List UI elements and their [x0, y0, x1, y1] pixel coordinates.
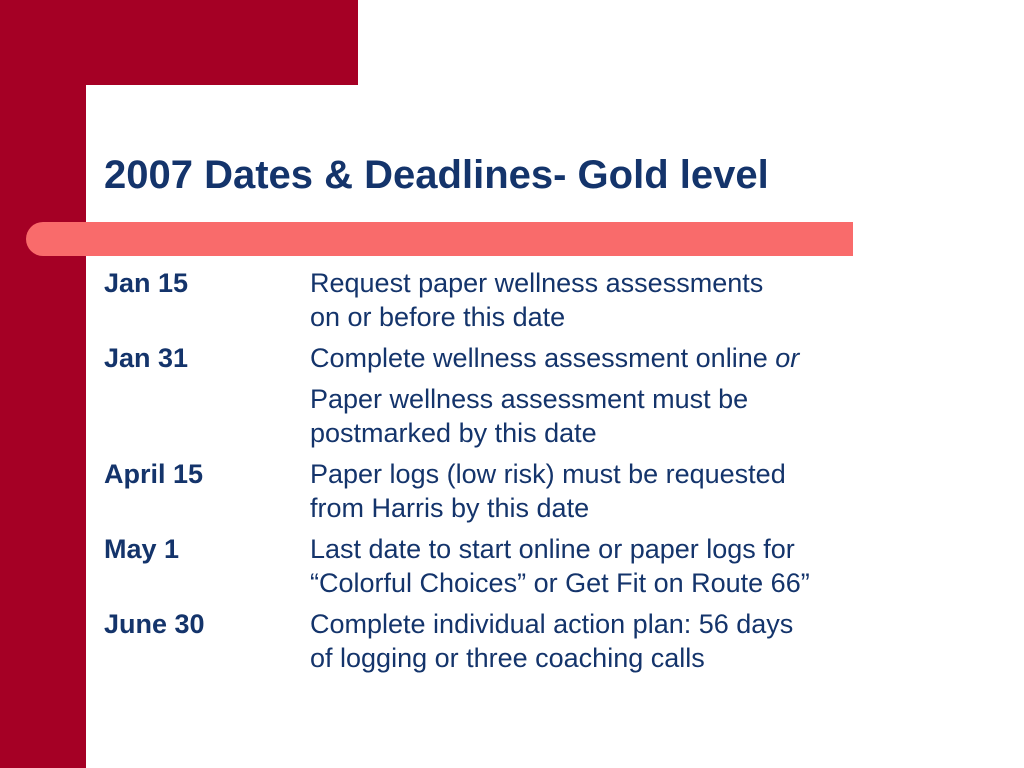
- description-line: Paper wellness assessment must be: [310, 384, 749, 414]
- deadline-description: [310, 266, 984, 334]
- description-line: from Harris by this date: [310, 493, 590, 523]
- deadline-row-june-30: [104, 607, 984, 675]
- slide-title: 2007 Dates & Deadlines- Gold level: [104, 153, 769, 197]
- deadline-row-may-1: [104, 532, 984, 600]
- decorative-corner-curve: [86, 85, 156, 155]
- description-line: postmarked by this date: [310, 418, 597, 448]
- deadline-row-jan-15: [104, 266, 984, 334]
- deadline-row-april-15: [104, 457, 984, 525]
- description-line: Last date to start online or paper logs for: [310, 534, 795, 564]
- deadline-description: [310, 607, 984, 675]
- description-line: Request paper wellness assessments: [310, 268, 764, 298]
- description-text: Complete wellness assessment online: [310, 343, 776, 373]
- description-italic-word: or: [775, 343, 800, 373]
- deadline-date: April 15: [104, 459, 204, 489]
- left-decorative-band: [0, 0, 86, 768]
- description-line: “Colorful Choices” or Get Fit on Route 66”: [310, 568, 810, 598]
- deadline-list: [104, 266, 984, 675]
- description-line: of logging or three coaching calls: [310, 643, 705, 673]
- deadline-row-jan-31: [104, 341, 984, 450]
- description-line: Paper logs (low risk) must be requested: [310, 459, 786, 489]
- deadline-description: [310, 341, 984, 450]
- description-line: [310, 341, 984, 375]
- deadline-date: June 30: [104, 609, 205, 639]
- description-line: Complete individual action plan: 56 days: [310, 609, 794, 639]
- top-decorative-band: [0, 0, 358, 85]
- deadline-description: [310, 532, 984, 600]
- deadline-description: [310, 457, 984, 525]
- deadline-date: Jan 31: [104, 343, 189, 373]
- deadline-date: Jan 15: [104, 268, 189, 298]
- deadline-date: May 1: [104, 534, 180, 564]
- description-line: on or before this date: [310, 302, 566, 332]
- title-underline-bar: [26, 222, 853, 256]
